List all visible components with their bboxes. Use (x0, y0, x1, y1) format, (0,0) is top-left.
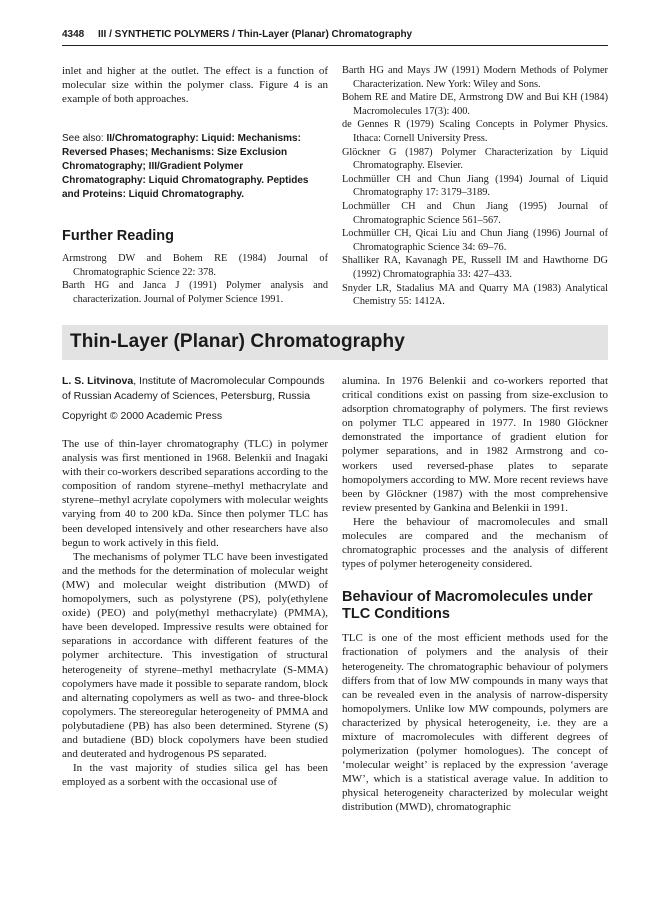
author-affiliation: , Institute of Macromolecular Compounds of Russian Academy of Sciences, Petersburg, Russia (62, 375, 325, 402)
section-heading: Behaviour of Macromolecules under TLC Conditions (342, 589, 593, 623)
reference-item: Glöckner G (1987) Polymer Characterization by Liquid Chromatography. Elsevier. (342, 146, 608, 172)
author-name: L. S. Litvinova (62, 375, 134, 387)
reference-item: Lochmüller CH and Chun Jiang (1995) Journal of Chromatographic Science 561–567. (342, 200, 608, 226)
reference-item: Barth HG and Janca J (1991) Polymer analysis and characterization. Journal of Polymer Science 1991. (62, 280, 328, 306)
reference-item: de Gennes R (1979) Scaling Concepts in Polymer Physics. Ithaca: Cornell University Press. (342, 119, 608, 144)
author-block (62, 374, 328, 403)
see-also-label: See also: (62, 133, 104, 145)
see-also (62, 132, 328, 202)
continued-paragraph: inlet and higher at the outlet. The effect is a function of molecular size within the polymer class. Figure 4 is an example of both approaches. (62, 65, 328, 106)
top-right-column (342, 64, 608, 309)
reference-item: Shalliker RA, Kavanagh PE, Russell IM and Hawthorne DG (1992) Chromatographia 33: 427–433. (342, 255, 608, 280)
reference-item: Bohem RE and Matire DE, Armstrong DW and Bui KH (1984) Macromolecules 17(3): 400. (342, 92, 608, 117)
body-right-column (342, 374, 608, 815)
further-reading-heading: Further Reading (62, 228, 174, 245)
running-title: III / SYNTHETIC POLYMERS / Thin-Layer (Planar) Chromatography (98, 29, 413, 40)
article-title-band (62, 325, 608, 360)
body-paragraph: Here the behaviour of macromolecules and small molecules are compared and the mechanism of chromatographic processes and the analysis of different types of polymer heterogeneity considered. (342, 515, 608, 571)
reference-item: Snyder LR, Stadalius MA and Quarry MA (1983) Analytical Chemistry 55: 1412A. (342, 282, 608, 308)
body-paragraph: alumina. In 1976 Belenkii and co-workers reported that critical conditions exist on passing from size-exclusion to adsorption chromatography of polymers. The first reviews on polymer TLC appeared in 1977. In 1980 Glöckner demonstrated the importance of gradient elution for polymer separations, and in 1982 Armstrong and co-workers used reversed-phase plates to separate homopolymers according to MW. More recent reviews have been by Glöckner (1987) with the most comprehensive review presented by Gankina and Belenkii in 1991. (342, 375, 608, 514)
running-header (62, 27, 608, 46)
article-title: Thin-Layer (Planar) Chromatography (70, 331, 405, 352)
body-paragraph: The mechanisms of polymer TLC have been investigated and the methods for the determination of molecular weight (MW) and molecular weight distribution (MWD) of homopolymers, such as polystyrene (PS), poly(ethylene oxide) (PEO) and poly(methyl methacrylate) (PMMA), have been developed. Impressive results were obtained for separations in accordance with different features of the polymer architecture. This investigation of structural heterogeneity of styrene–methyl methacrylate (S-MMA) copolymers have made it possible to separate random, block and alternating copolymers as well as two- and three-block copolymers. The stereoregular heterogeneity of PMMA and polybutadiene (PB) has also been determined. Styrene (S) and butadiene (BD) block copolymers have been studied and deuterated and hydrogenous PS separated. (62, 550, 328, 761)
body-paragraph: TLC is one of the most efficient methods used for the fractionation of polymers and the analysis of their heterogeneity. The chromatographic behaviour of polymers differs from that of low MW compounds in many ways that can be revealed even in the analysis of narrow-dispersity homopolymers. Unlike low MW compounds, polymers are characterized by physical heterogeneity, i.e. they are a mixture of macromolecules with different degrees of polymerization (polymer homologues). The concept of ‘molecular weight’ is replaced by the expression ‘average MW’, which is a statistical average value. In addition to physical heterogeneity characterized by molecular weight distribution (MWD), chromatographic (342, 632, 608, 814)
top-left-column (62, 64, 328, 307)
copyright: Copyright © 2000 Academic Press (62, 410, 223, 422)
reference-item: Barth HG and Mays JW (1991) Modern Methods of Polymer Characterization. New York: Wiley and Sons. (342, 65, 608, 90)
reference-item: Lochmüller CH, Qicai Liu and Chun Jiang (1996) Journal of Chromatographic Science 34: 69–76. (342, 228, 608, 253)
page-number: 4348 (62, 29, 85, 40)
body-paragraph: The use of thin-layer chromatography (TLC) in polymer analysis was first mentioned in 1968. Belenkii and Inagaki with their co-workers described separations according to the composition of random styrene–methyl methacrylate and styrene–methyl acrylate copolymers with molecular weights varying from 40 to 200 kDa. Since then polymer TLC has been developed intensively and other researchers have also begun to work actively in this field. (62, 438, 328, 549)
see-also-links[interactable]: II/Chromatography: Liquid: Mechanisms: Reversed Phases; Mechanisms: Size Exclusion Chromatography; III/Gradient Polymer Chromatography: Liquid Chromatography. Peptides and Proteins: Liquid Chromatography. (62, 133, 309, 201)
body-left-column (62, 374, 328, 789)
body-paragraph: In the vast majority of studies silica gel has been employed as a sorbent with the occasional use of (62, 762, 328, 789)
reference-item: Armstrong DW and Bohem RE (1984) Journal of Chromatographic Science 22: 378. (62, 253, 328, 278)
reference-item: Lochmüller CH and Chun Jiang (1994) Journal of Liquid Chromatography 17: 3179–3189. (342, 173, 608, 199)
